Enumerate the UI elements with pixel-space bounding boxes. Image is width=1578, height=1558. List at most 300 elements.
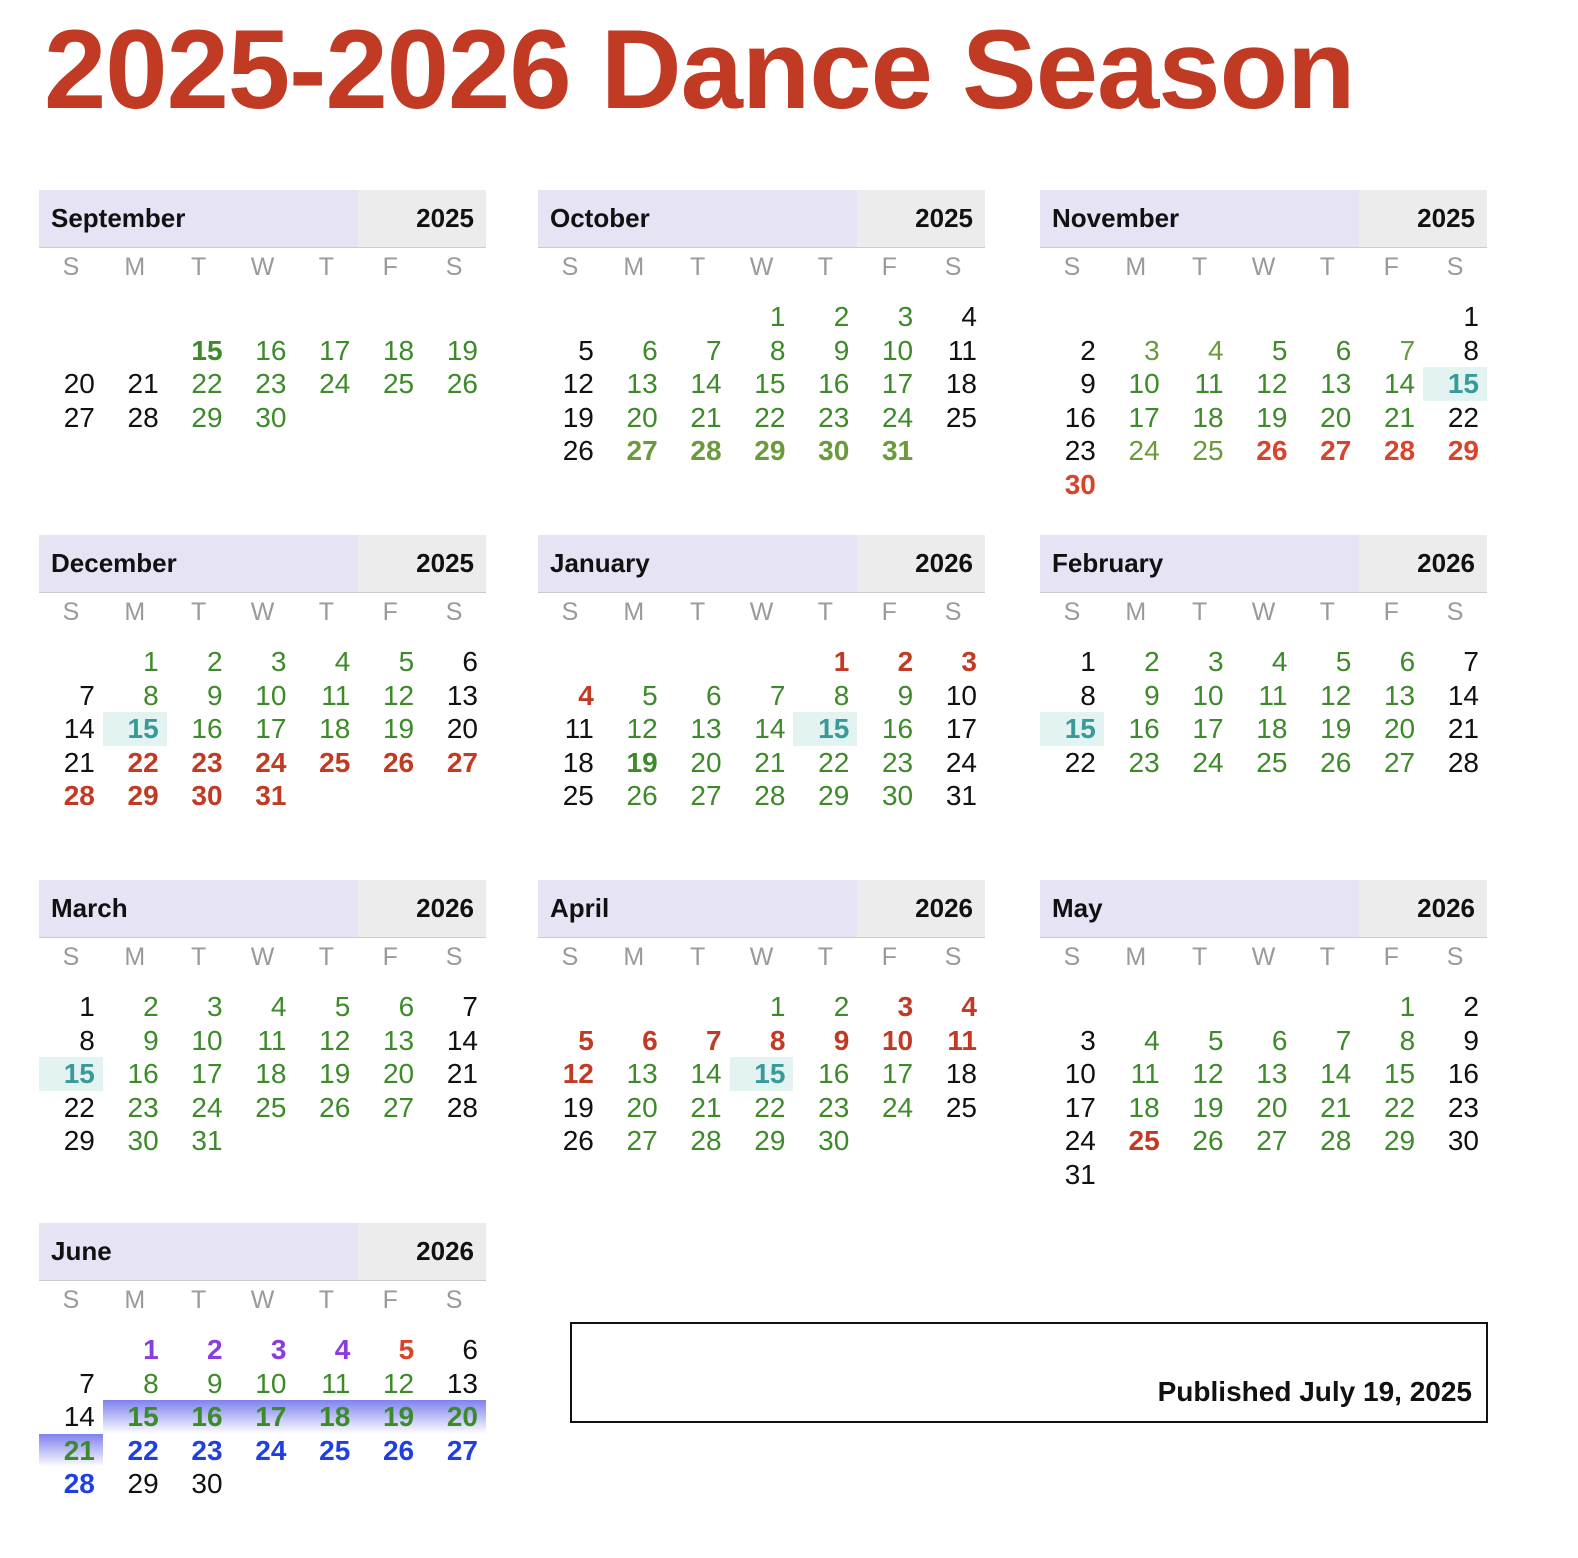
day-cell: 26 xyxy=(1256,435,1288,467)
weekday-label: F xyxy=(881,253,897,281)
day-cell: 11 xyxy=(947,334,977,366)
month-header xyxy=(538,535,985,593)
weekday-label: W xyxy=(1251,943,1276,971)
empty-cell xyxy=(1359,300,1423,334)
day-grid xyxy=(39,593,486,813)
day-cell: 24 xyxy=(1128,435,1160,467)
day-cell: 12 xyxy=(1320,679,1352,711)
day-grid xyxy=(39,248,486,434)
weekday-label: M xyxy=(124,598,146,626)
day-cell: 19 xyxy=(626,746,658,778)
day-cell: 2 xyxy=(206,646,223,677)
month-june xyxy=(39,1223,486,1501)
day-cell: 11 xyxy=(321,679,351,711)
weekday-label: M xyxy=(1125,598,1147,626)
empty-cell xyxy=(1104,300,1168,334)
day-cell: 10 xyxy=(945,679,977,711)
day-grid xyxy=(538,593,985,813)
day-cell: 13 xyxy=(626,368,658,400)
day-cell: 29 xyxy=(754,435,786,467)
day-cell: 5 xyxy=(578,334,594,366)
day-cell: 15 xyxy=(1383,1058,1416,1090)
empty-cell xyxy=(1040,990,1104,1024)
weekday-label: F xyxy=(1383,943,1399,971)
day-cell: 18 xyxy=(1256,713,1288,745)
empty-cell xyxy=(103,300,167,334)
day-cell: 21 xyxy=(690,401,722,433)
weekday-label: S xyxy=(944,253,962,281)
day-cell: 3 xyxy=(897,301,914,332)
month-header xyxy=(1040,190,1487,248)
day-grid xyxy=(1040,593,1487,779)
spacer xyxy=(39,290,486,300)
month-december xyxy=(39,535,486,813)
day-cell: 21 xyxy=(754,746,786,778)
month-year: 2025 xyxy=(358,535,486,592)
day-cell: 25 xyxy=(255,1091,287,1123)
day-cell: 12 xyxy=(562,1058,594,1090)
empty-cell xyxy=(666,645,730,679)
day-cell: 26 xyxy=(446,368,478,400)
day-cell: 13 xyxy=(1383,679,1416,711)
day-cell: 13 xyxy=(382,1024,415,1056)
day-cell: 17 xyxy=(319,334,351,366)
day-cell: 19 xyxy=(1256,401,1288,433)
day-cell: 19 xyxy=(1320,713,1352,745)
day-cell: 11 xyxy=(257,1024,287,1056)
day-cell: 2 xyxy=(1144,646,1160,677)
day-cell: 22 xyxy=(818,746,850,778)
day-cell: 16 xyxy=(127,1058,159,1090)
day-cell: 3 xyxy=(1144,334,1160,366)
day-cell: 3 xyxy=(270,1334,287,1365)
day-cell: 10 xyxy=(191,1024,223,1056)
day-cell: 8 xyxy=(1463,334,1479,366)
day-cell: 29 xyxy=(1383,1125,1416,1157)
day-cell: 18 xyxy=(1128,1091,1160,1123)
weekday-label: T xyxy=(318,943,334,971)
empty-cell xyxy=(358,300,422,334)
weekday-label: F xyxy=(1383,253,1399,281)
weekday-label: F xyxy=(881,943,897,971)
day-cell: 27 xyxy=(63,401,95,433)
empty-cell xyxy=(39,300,103,334)
month-year: 2025 xyxy=(1359,190,1487,247)
day-cell: 30 xyxy=(818,435,850,467)
day-cell: 4 xyxy=(578,679,594,711)
month-header xyxy=(39,535,486,593)
day-cell: 29 xyxy=(818,780,850,812)
day-cell: 26 xyxy=(562,1125,594,1157)
day-cell: 27 xyxy=(1383,746,1416,778)
weekday-label: F xyxy=(382,598,398,626)
weekday-label: T xyxy=(190,1286,207,1314)
day-cell: 11 xyxy=(1194,368,1224,400)
day-cell: 20 xyxy=(382,1058,415,1090)
day-cell: 31 xyxy=(945,780,977,812)
weekday-label: S xyxy=(445,253,463,281)
day-cell: 17 xyxy=(881,1058,914,1090)
day-cell: 28 xyxy=(63,780,95,812)
day-cell: 23 xyxy=(1447,1091,1479,1123)
day-cell: 17 xyxy=(231,1400,295,1434)
day-cell: 30 xyxy=(191,780,223,812)
day-cell: 10 xyxy=(255,1367,287,1399)
spacer xyxy=(1040,290,1487,300)
empty-cell xyxy=(1168,300,1232,334)
day-cell: 24 xyxy=(881,401,914,433)
weekday-label: T xyxy=(689,598,706,626)
day-cell: 14 xyxy=(1447,679,1479,711)
day-cell: 19 xyxy=(562,401,594,433)
day-cell: 6 xyxy=(1271,1024,1288,1056)
day-cell: 20 xyxy=(446,713,478,745)
day-cell: 10 xyxy=(255,679,287,711)
day-cell: 11 xyxy=(564,713,594,745)
day-cell: 18 xyxy=(945,368,977,400)
day-cell: 26 xyxy=(1192,1125,1224,1157)
day-cell: 8 xyxy=(769,334,786,366)
weekday-label: M xyxy=(124,253,146,281)
day-cell: 7 xyxy=(705,1024,722,1056)
day-cell: 23 xyxy=(127,1091,159,1123)
weekday-label: S xyxy=(1063,598,1081,626)
day-cell: 17 xyxy=(255,713,287,745)
weekday-label: S xyxy=(561,598,579,626)
day-cell: 24 xyxy=(255,746,287,778)
empty-cell xyxy=(602,300,666,334)
day-cell: 15 xyxy=(730,1057,794,1091)
month-year: 2026 xyxy=(358,880,486,937)
day-cell: 8 xyxy=(79,1024,95,1056)
day-cell: 23 xyxy=(191,746,223,778)
day-cell: 18 xyxy=(382,334,415,366)
weekday-label: T xyxy=(190,943,207,971)
month-header xyxy=(39,190,486,248)
empty-cell xyxy=(1295,300,1359,334)
day-cell: 28 xyxy=(690,435,722,467)
day-cell: 7 xyxy=(705,334,722,366)
day-cell: 6 xyxy=(398,991,415,1022)
day-cell: 16 xyxy=(818,368,850,400)
day-cell: 8 xyxy=(833,679,850,711)
day-cell: 27 xyxy=(446,1434,478,1466)
day-cell: 6 xyxy=(462,646,478,677)
spacer xyxy=(538,980,985,990)
empty-cell xyxy=(1232,990,1296,1024)
day-cell: 28 xyxy=(1383,435,1416,467)
day-cell: 21 xyxy=(1320,1091,1352,1123)
day-cell: 18 xyxy=(1192,401,1224,433)
day-cell: 14 xyxy=(690,368,722,400)
day-cell: 27 xyxy=(626,1125,658,1157)
weekday-label: F xyxy=(382,1286,398,1314)
day-cell: 12 xyxy=(382,679,415,711)
day-cell: 7 xyxy=(1335,1024,1352,1056)
day-cell: 5 xyxy=(642,679,658,711)
day-cell: 10 xyxy=(1192,679,1224,711)
day-cell: 13 xyxy=(446,1367,478,1399)
month-name: May xyxy=(1040,880,1359,937)
day-cell: 3 xyxy=(270,646,287,677)
day-cell: 9 xyxy=(833,1024,850,1056)
day-cell: 4 xyxy=(961,301,977,332)
weekday-label: T xyxy=(1191,253,1208,281)
month-year: 2026 xyxy=(857,535,985,592)
empty-cell xyxy=(294,300,358,334)
day-cell: 19 xyxy=(1192,1091,1224,1123)
day-cell: 25 xyxy=(319,1434,351,1466)
weekday-label: S xyxy=(62,253,80,281)
weekday-label: S xyxy=(944,598,962,626)
day-cell: 2 xyxy=(143,991,159,1022)
month-year: 2025 xyxy=(857,190,985,247)
day-cell: 8 xyxy=(143,679,159,711)
day-grid xyxy=(1040,248,1487,502)
day-cell: 16 xyxy=(818,1058,850,1090)
day-cell: 18 xyxy=(562,746,594,778)
day-cell: 17 xyxy=(881,368,914,400)
day-cell: 18 xyxy=(255,1058,287,1090)
day-cell: 30 xyxy=(1447,1125,1479,1157)
weekday-label: W xyxy=(250,1286,275,1314)
day-cell: 27 xyxy=(1320,435,1352,467)
weekday-label: S xyxy=(62,598,80,626)
day-cell: 28 xyxy=(127,401,159,433)
day-cell: 12 xyxy=(1192,1058,1224,1090)
month-april xyxy=(538,880,985,1158)
day-cell: 26 xyxy=(382,1434,415,1466)
empty-cell xyxy=(231,300,295,334)
weekday-label: S xyxy=(445,598,463,626)
weekday-label: M xyxy=(1125,253,1147,281)
day-cell: 5 xyxy=(334,991,351,1022)
day-cell: 9 xyxy=(206,679,223,711)
weekday-label: M xyxy=(124,943,146,971)
weekday-label: M xyxy=(623,253,645,281)
day-cell: 17 xyxy=(1128,401,1160,433)
day-cell: 19 xyxy=(562,1091,594,1123)
empty-cell xyxy=(1232,300,1296,334)
day-cell: 27 xyxy=(690,780,722,812)
day-cell: 29 xyxy=(127,1468,159,1500)
day-cell: 9 xyxy=(1144,679,1160,711)
weekday-label: W xyxy=(749,253,774,281)
day-cell: 2 xyxy=(1463,991,1479,1022)
day-cell: 31 xyxy=(1064,1158,1096,1190)
day-cell: 30 xyxy=(191,1468,223,1500)
day-cell: 6 xyxy=(642,1024,658,1056)
weekday-label: S xyxy=(1446,943,1464,971)
day-cell: 1 xyxy=(1080,646,1096,677)
day-cell: 3 xyxy=(897,991,914,1022)
weekday-label: T xyxy=(689,253,706,281)
day-cell: 27 xyxy=(626,435,658,467)
day-cell: 16 xyxy=(191,713,223,745)
weekday-label: W xyxy=(749,943,774,971)
month-header xyxy=(39,880,486,938)
day-cell: 17 xyxy=(945,713,977,745)
weekday-label: W xyxy=(250,943,275,971)
day-cell: 15 xyxy=(793,712,857,746)
day-cell: 13 xyxy=(1256,1058,1288,1090)
day-cell: 30 xyxy=(1064,468,1096,500)
day-cell: 1 xyxy=(769,301,786,332)
day-cell: 30 xyxy=(255,401,287,433)
day-cell: 18 xyxy=(319,713,351,745)
day-cell: 31 xyxy=(881,435,914,467)
spacer xyxy=(1040,980,1487,990)
weekday-label: T xyxy=(1319,253,1335,281)
day-cell: 25 xyxy=(1128,1125,1160,1157)
day-cell: 2 xyxy=(206,1334,223,1365)
spacer xyxy=(39,980,486,990)
day-cell: 30 xyxy=(881,780,914,812)
day-cell: 9 xyxy=(143,1024,159,1056)
day-cell: 21 xyxy=(690,1091,722,1123)
month-name: April xyxy=(538,880,857,937)
month-header xyxy=(39,1223,486,1281)
empty-cell xyxy=(1040,300,1104,334)
weekday-label: T xyxy=(817,253,833,281)
day-cell: 12 xyxy=(319,1024,351,1056)
day-cell: 22 xyxy=(754,1091,786,1123)
day-cell: 14 xyxy=(690,1058,722,1090)
day-cell: 6 xyxy=(705,679,722,711)
day-cell: 28 xyxy=(63,1468,95,1500)
day-cell: 23 xyxy=(255,368,287,400)
day-cell: 29 xyxy=(63,1125,95,1157)
day-cell: 25 xyxy=(382,368,415,400)
day-cell: 11 xyxy=(947,1024,977,1056)
day-cell: 21 xyxy=(39,1434,103,1468)
weekday-label: F xyxy=(382,943,398,971)
day-cell: 20 xyxy=(1256,1091,1288,1123)
day-cell: 7 xyxy=(1399,334,1416,366)
day-cell: 14 xyxy=(446,1024,478,1056)
month-january xyxy=(538,535,985,813)
weekday-label: W xyxy=(749,598,774,626)
day-cell: 7 xyxy=(1463,646,1479,677)
day-cell: 7 xyxy=(79,1367,95,1399)
day-cell: 16 xyxy=(167,1400,231,1434)
day-cell: 11 xyxy=(1258,679,1288,711)
month-year: 2026 xyxy=(1359,535,1487,592)
month-name: March xyxy=(39,880,358,937)
day-cell: 16 xyxy=(1128,713,1160,745)
day-cell: 11 xyxy=(321,1367,351,1399)
weekday-label: T xyxy=(817,598,833,626)
day-cell: 15 xyxy=(103,712,167,746)
weekday-label: M xyxy=(1125,943,1147,971)
month-march xyxy=(39,880,486,1158)
day-cell: 20 xyxy=(626,1091,658,1123)
day-cell: 14 xyxy=(754,713,786,745)
day-cell: 20 xyxy=(1320,401,1352,433)
day-cell: 5 xyxy=(578,1024,594,1056)
day-cell: 30 xyxy=(127,1125,159,1157)
day-cell: 30 xyxy=(818,1125,850,1157)
month-september xyxy=(39,190,486,434)
day-cell: 22 xyxy=(127,1434,159,1466)
day-cell: 21 xyxy=(446,1058,478,1090)
day-cell: 26 xyxy=(382,746,415,778)
day-cell: 25 xyxy=(319,746,351,778)
day-cell: 3 xyxy=(961,646,977,677)
day-cell: 17 xyxy=(191,1058,223,1090)
weekday-label: T xyxy=(190,253,207,281)
weekday-label: S xyxy=(1063,943,1081,971)
day-cell: 26 xyxy=(1320,746,1352,778)
day-cell: 22 xyxy=(1383,1091,1416,1123)
day-cell: 26 xyxy=(562,435,594,467)
day-cell: 15 xyxy=(103,1400,167,1434)
day-cell: 17 xyxy=(1192,713,1224,745)
month-february xyxy=(1040,535,1487,779)
weekday-label: F xyxy=(1383,598,1399,626)
day-grid xyxy=(538,938,985,1158)
day-cell: 12 xyxy=(1256,368,1288,400)
day-cell: 15 xyxy=(191,334,223,366)
day-cell: 9 xyxy=(833,334,850,366)
weekday-label: T xyxy=(1191,943,1208,971)
weekday-label: S xyxy=(1446,598,1464,626)
day-cell: 28 xyxy=(1320,1125,1352,1157)
month-name: September xyxy=(39,190,358,247)
day-cell: 18 xyxy=(945,1058,977,1090)
day-cell: 19 xyxy=(382,713,415,745)
day-cell: 9 xyxy=(206,1367,223,1399)
day-cell: 24 xyxy=(1064,1125,1096,1157)
weekday-label: S xyxy=(62,1286,80,1314)
day-cell: 15 xyxy=(39,1057,103,1091)
day-cell: 2 xyxy=(833,991,850,1022)
day-cell: 24 xyxy=(881,1091,914,1123)
empty-cell xyxy=(666,300,730,334)
empty-cell xyxy=(1104,990,1168,1024)
weekday-label: S xyxy=(561,253,579,281)
day-cell: 6 xyxy=(1399,646,1416,677)
weekday-label: M xyxy=(124,1286,146,1314)
weekday-label: T xyxy=(1191,598,1208,626)
day-cell: 21 xyxy=(1447,713,1479,745)
weekday-label: F xyxy=(881,598,897,626)
day-cell: 20 xyxy=(1383,713,1416,745)
day-cell: 28 xyxy=(1447,746,1479,778)
month-header xyxy=(538,880,985,938)
day-cell: 4 xyxy=(1144,1024,1160,1056)
day-cell: 27 xyxy=(446,746,478,778)
day-cell: 14 xyxy=(63,1401,95,1433)
day-cell: 31 xyxy=(255,780,287,812)
day-cell: 23 xyxy=(1064,435,1096,467)
empty-cell xyxy=(39,1333,103,1367)
day-cell: 16 xyxy=(255,334,287,366)
weekday-label: S xyxy=(445,1286,463,1314)
month-october xyxy=(538,190,985,468)
day-cell: 28 xyxy=(754,780,786,812)
day-cell: 25 xyxy=(945,401,977,433)
day-cell: 4 xyxy=(1207,334,1224,366)
day-cell: 13 xyxy=(626,1058,658,1090)
spacer xyxy=(538,635,985,645)
day-cell: 23 xyxy=(1128,746,1160,778)
day-cell: 6 xyxy=(1335,334,1352,366)
day-cell: 18 xyxy=(294,1400,358,1434)
day-grid xyxy=(538,248,985,468)
day-cell: 31 xyxy=(191,1125,223,1157)
empty-cell xyxy=(602,990,666,1024)
